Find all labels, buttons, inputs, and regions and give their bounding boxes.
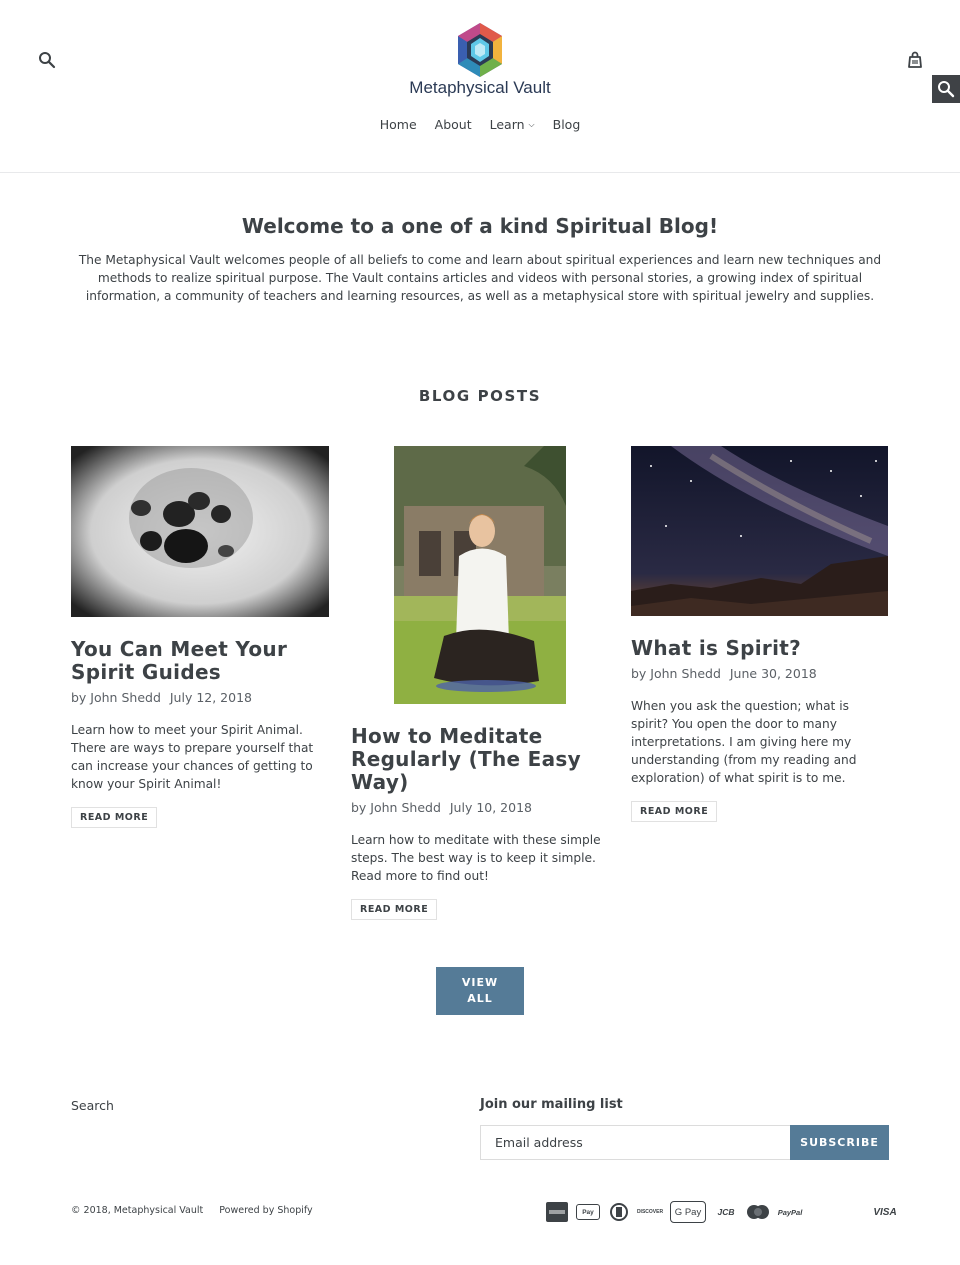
post-meta [631, 666, 889, 681]
chevron-down-icon: ⌵ [528, 119, 535, 129]
mailing-list-heading: Join our mailing list [480, 1097, 623, 1112]
email-field[interactable] [480, 1125, 790, 1160]
copyright [71, 1205, 313, 1216]
post-excerpt: Learn how to meditate with these simple steps. The best way is to keep it simple. Read more to find out! [351, 833, 601, 883]
visa-icon: VISA [873, 1206, 897, 1218]
nav-item-about[interactable]: About [434, 117, 472, 132]
post-image-milky-way[interactable] [631, 446, 888, 616]
google-pay-icon [670, 1201, 706, 1223]
mastercard-icon [746, 1201, 770, 1223]
post-title[interactable]: How to Meditate Regularly (The Easy Way) [351, 724, 581, 794]
post-author: by John Shedd [351, 800, 441, 815]
view-all-button[interactable] [436, 967, 524, 1015]
post-meta [351, 800, 609, 815]
post-author: by John Shedd [71, 690, 161, 705]
view-all-label [462, 975, 498, 1007]
post-meta [71, 690, 329, 705]
blog-post-1 [71, 638, 329, 828]
nav-item-home[interactable]: Home [379, 117, 417, 132]
section-title: BLOG POSTS [418, 387, 542, 405]
powered-by-link[interactable]: Powered by Shopify [219, 1205, 313, 1216]
apple-pay-label: Pay [582, 1208, 594, 1216]
amex-icon [546, 1201, 568, 1223]
payment-icons [546, 1200, 908, 1224]
post-excerpt: When you ask the question; what is spirit? You open the door to many interpretations. I am giving here my understanding (from my reading and exploration) of what spirit is to me. [631, 699, 857, 785]
post-date: July 12, 2018 [169, 690, 252, 705]
floating-search-icon[interactable] [932, 75, 960, 103]
site-header [0, 0, 960, 173]
diners-club-icon [608, 1201, 630, 1223]
google-pay-label: G Pay [674, 1206, 702, 1218]
page-title: Welcome to a one of a kind Spiritual Blog! [241, 214, 719, 238]
main-nav [0, 117, 960, 132]
subscribe-button[interactable]: SUBSCRIBE [790, 1125, 889, 1160]
post-image-meditation[interactable] [394, 446, 566, 704]
copyright-text: © 2018, Metaphysical Vault [71, 1205, 204, 1216]
intro-text: The Metaphysical Vault welcomes people of all beliefs to come and learn about spiritual experiences and learn new techniques and methods to realize spiritual purpose. The Vault contains articles and videos with personal stories, a growing index of spiritual information, a community of teachers and learning resources, as well as a metaphysical store with spiritual jewelry and supplies. [78, 253, 882, 303]
view-all-line-1: VIEW [461, 976, 499, 989]
view-all-line-2: ALL [467, 992, 493, 1005]
read-more-button[interactable]: READ MORE [351, 899, 437, 920]
read-more-button[interactable]: READ MORE [71, 807, 157, 828]
cart-icon[interactable] [905, 50, 925, 70]
post-excerpt: Learn how to meet your Spirit Animal. There are ways to prepare yourself that can increase your chances of getting to know your Spirit Animal! [71, 723, 314, 791]
nav-item-learn-label: Learn [489, 117, 525, 132]
post-title[interactable]: What is Spirit? [631, 636, 801, 660]
apple-pay-icon [576, 1204, 600, 1220]
post-date: July 10, 2018 [449, 800, 532, 815]
brand-name[interactable]: Metaphysical Vault [409, 78, 551, 97]
discover-icon: DISCOVER [636, 1209, 664, 1215]
search-icon[interactable] [38, 51, 56, 69]
jcb-icon: JCB [717, 1207, 735, 1217]
nav-item-blog[interactable]: Blog [552, 117, 581, 132]
blog-post-3 [631, 637, 889, 822]
blog-post-2 [351, 725, 609, 920]
read-more-button[interactable]: READ MORE [631, 801, 717, 822]
post-date: June 30, 2018 [729, 666, 817, 681]
logo-icon[interactable] [455, 22, 505, 78]
footer-search-link[interactable]: Search [71, 1098, 114, 1113]
post-author: by John Shedd [631, 666, 721, 681]
post-title[interactable]: You Can Meet Your Spirit Guides [71, 637, 288, 684]
paypal-icon: PayPal [777, 1207, 803, 1217]
post-image-paw-print[interactable] [71, 446, 329, 617]
nav-item-learn[interactable] [490, 117, 535, 132]
